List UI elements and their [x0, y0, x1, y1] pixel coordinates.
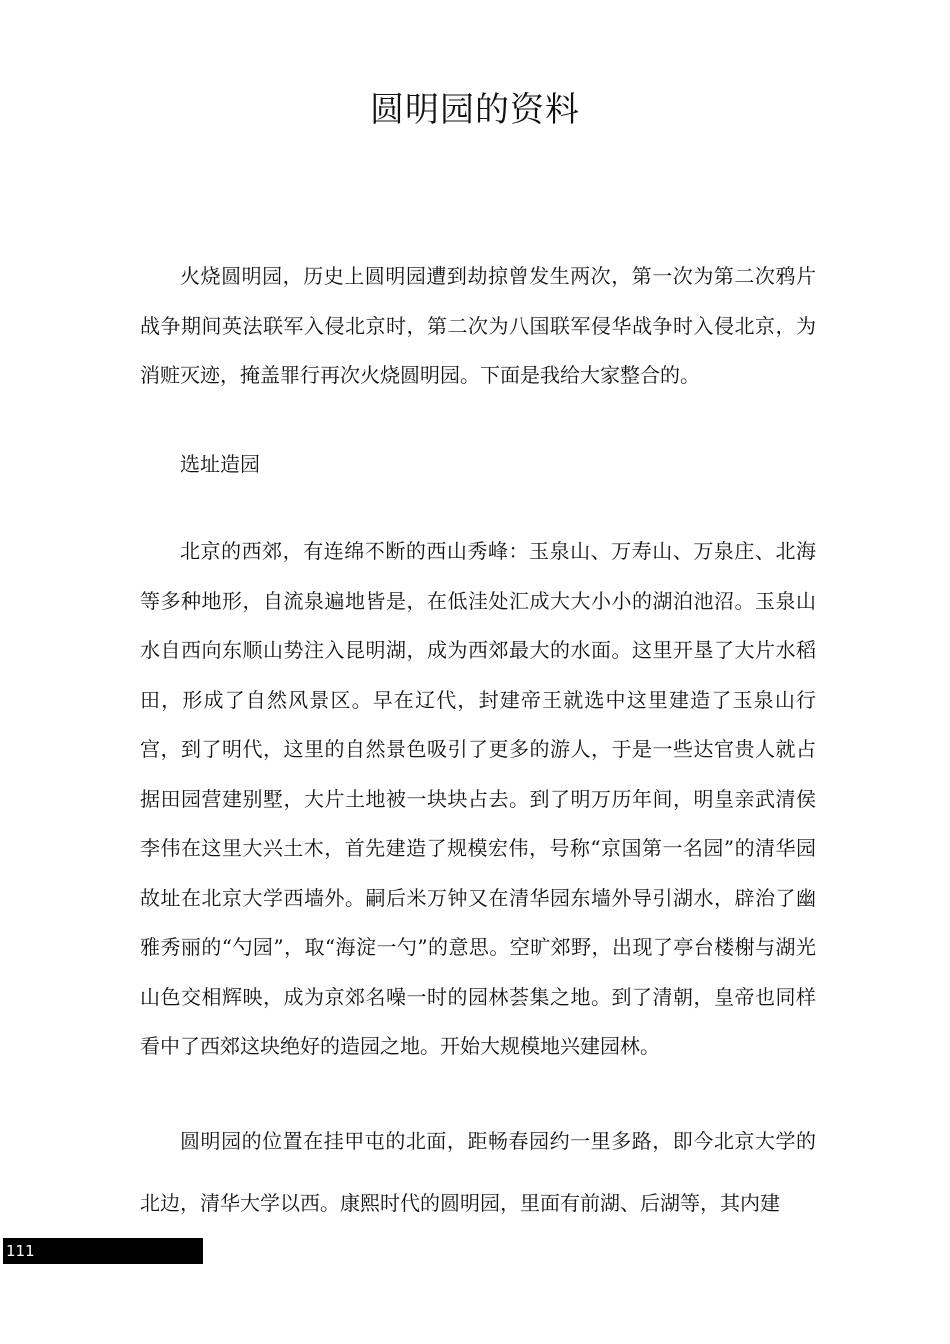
page-number-badge — [3, 1238, 203, 1264]
intro-paragraph: 火烧圆明园，历史上圆明园遭到劫掠曾发生两次，第一次为第二次鸦片战争期间英法联军入侵北京时，第二次为八国联军侵华战争时入侵北京，为消赃灭迹，掩盖罪行再次火烧圆明园。下面是我给大家整合的。 — [140, 264, 816, 387]
page-number: 111 — [6, 1242, 35, 1260]
section-heading: 选址造园 — [180, 452, 260, 476]
site-selection-paragraph: 北京的西郊，有连绵不断的西山秀峰：玉泉山、万寿山、万泉庄、北海等多种地形，自流泉遍地皆是，在低洼处汇成大大小小的湖泊池沼。玉泉山水自西向东顺山势注入昆明湖，成为西郊最大的水面。这里开垦了大片水稻田，形成了自然风景区。早在辽代，封建帝王就选中这里建造了玉泉山行宫，到了明代，这里的自然景色吸引了更多的游人，于是一些达官贵人就占据田园营建别墅，大片土地被一块块占去。到了明万历年间，明皇亲武清侯李伟在这里大兴土木，首先建造了规模宏伟，号称“京国第一名园”的清华园故址在北京大学西墙外。嗣后米万钟又在清华园东墙外导引湖水，辟治了幽雅秀丽的“勺园”，取“海淀一勺”的意思。空旷郊野，出现了亭台楼榭与湖光山色交相辉映，成为京郊名噪一时的园林荟集之地。到了清朝，皇帝也同样看中了西郊这块绝好的造园之地。开始大规模地兴建园林。 — [140, 539, 816, 1058]
document-title: 圆明园的资料 — [370, 90, 580, 130]
location-paragraph: 圆明园的位置在挂甲屯的北面，距畅春园约一里多路，即今北京大学的北边，清华大学以西。康熙时代的圆明园，里面有前湖、后湖等，其内建 — [140, 1129, 816, 1215]
